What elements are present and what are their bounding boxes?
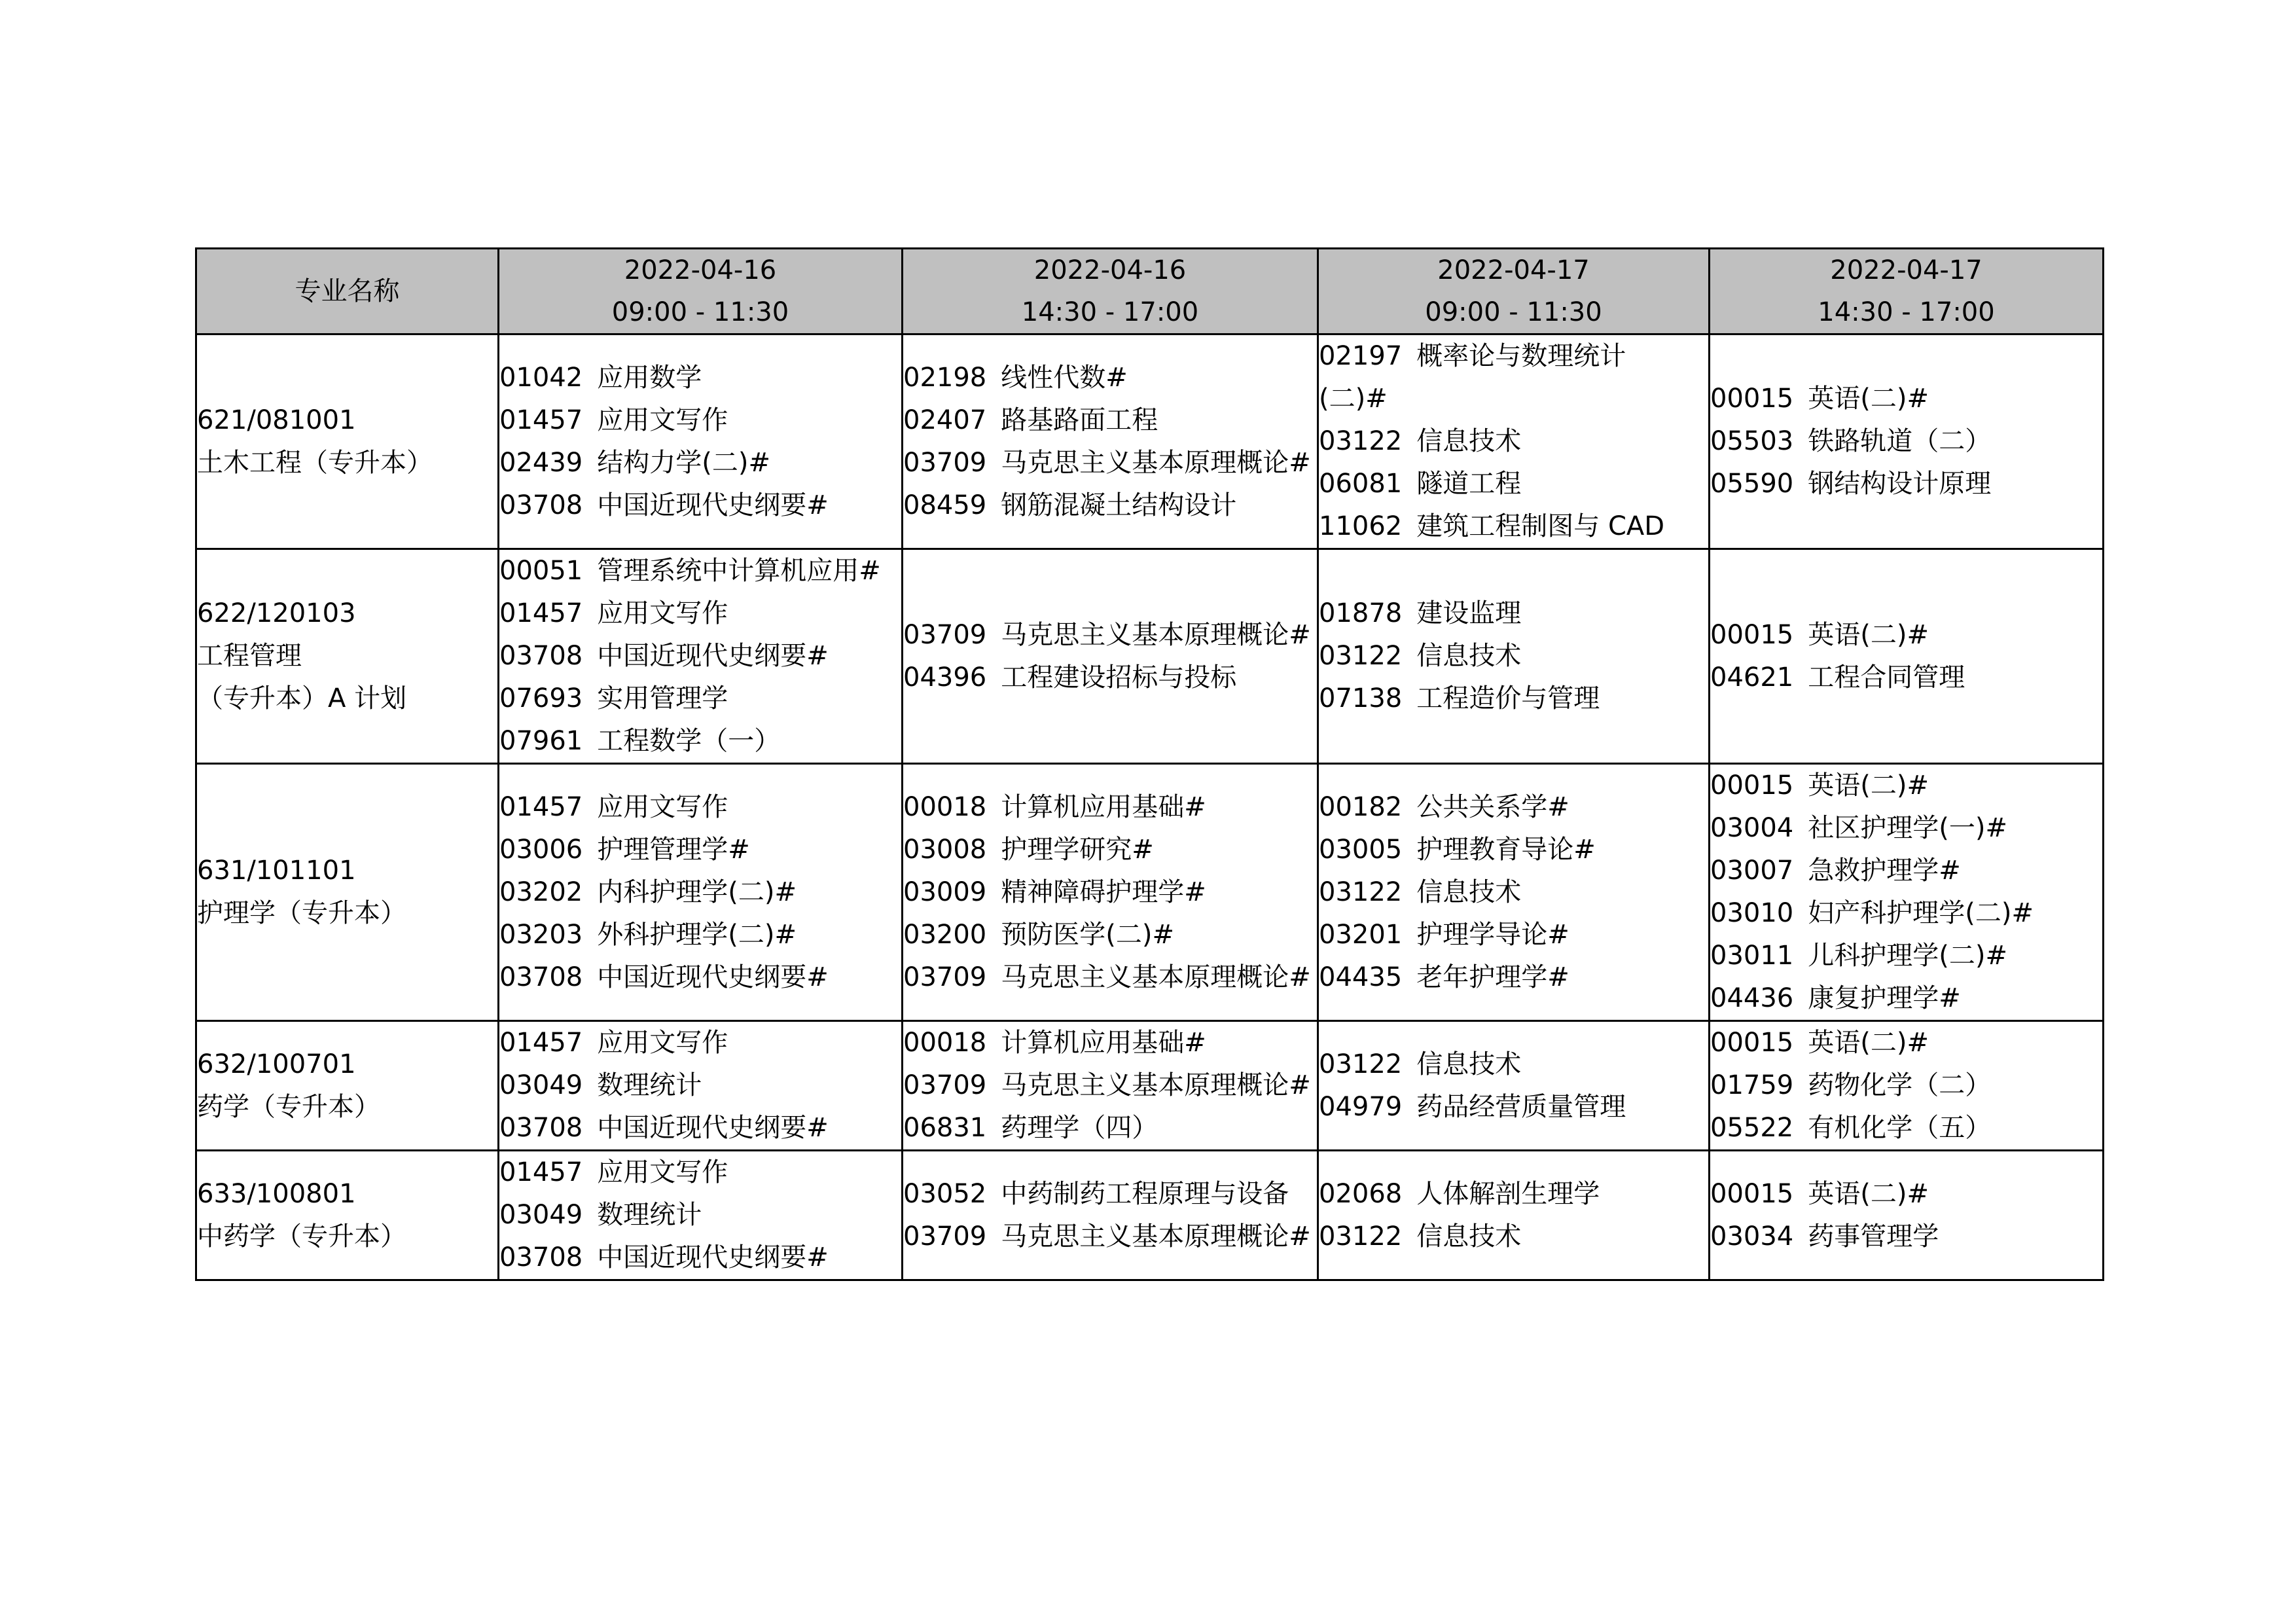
course-code: 03049 xyxy=(499,1070,583,1100)
course-name: 英语(二)# xyxy=(1808,1028,1929,1058)
course-cell xyxy=(1318,549,1710,764)
course-name: 信息技术 xyxy=(1416,1049,1522,1079)
table-row xyxy=(196,549,2104,764)
course-name: 护理学导论# xyxy=(1416,919,1570,950)
course-name: 马克思主义基本原理概论# xyxy=(1001,1070,1311,1100)
course-name: 管理系统中计算机应用# xyxy=(597,556,881,586)
course-entry xyxy=(1319,505,1708,548)
course-code: 03010 xyxy=(1710,898,1794,928)
course-name: 线性代数# xyxy=(1001,362,1128,393)
course-entry xyxy=(1710,1022,2102,1064)
major-code: 632/100701 xyxy=(197,1049,356,1079)
course-name: 建设监理 xyxy=(1416,598,1522,628)
course-code: 03011 xyxy=(1710,941,1794,971)
course-entry xyxy=(1319,1173,1708,1216)
course-entry xyxy=(1319,420,1708,463)
course-entry xyxy=(903,1173,1317,1216)
course-cell xyxy=(499,549,903,764)
course-name: 计算机应用基础# xyxy=(1001,791,1206,822)
course-entry xyxy=(903,357,1317,399)
course-entry xyxy=(499,484,901,527)
major-name: 中药学（专升本） xyxy=(197,1221,406,1252)
major-cell xyxy=(196,764,499,1021)
course-code: 02407 xyxy=(903,405,987,435)
course-code: 03202 xyxy=(499,876,583,907)
course-entry xyxy=(903,399,1317,442)
course-code: 00015 xyxy=(1710,1178,1794,1209)
course-entry xyxy=(499,1064,901,1107)
course-name: 英语(二)# xyxy=(1808,619,1929,650)
course-name: 老年护理学# xyxy=(1416,962,1570,992)
course-code: 00015 xyxy=(1710,384,1794,414)
course-code: 01042 xyxy=(499,362,583,393)
course-name: 急救护理学# xyxy=(1808,856,1961,886)
table-row xyxy=(196,1151,2104,1280)
course-entry xyxy=(1710,657,2102,699)
course-code: 00051 xyxy=(499,556,583,586)
course-entry xyxy=(1319,1086,1708,1128)
course-entry xyxy=(1319,635,1708,677)
course-entry xyxy=(1319,871,1708,914)
slot-date: 2022-04-17 xyxy=(1830,255,1982,285)
course-code: 03708 xyxy=(499,490,583,520)
course-code: 01878 xyxy=(1319,598,1403,628)
major-cell xyxy=(196,334,499,549)
course-entry xyxy=(1319,335,1708,420)
course-entry xyxy=(903,484,1317,527)
course-code: 00015 xyxy=(1710,1028,1794,1058)
course-entry xyxy=(1319,1216,1708,1258)
course-code: 05503 xyxy=(1710,426,1794,456)
course-name: 概率论与数理统计 xyxy=(1416,341,1626,371)
course-name: 公共关系学# xyxy=(1416,791,1570,822)
course-name: 应用文写作 xyxy=(597,598,728,628)
course-entry xyxy=(499,914,901,956)
course-code: 03049 xyxy=(499,1200,583,1230)
slot-time: 09:00 - 11:30 xyxy=(1425,297,1602,327)
major-name: 工程管理 xyxy=(197,641,302,671)
course-code: 03004 xyxy=(1710,813,1794,843)
course-entry xyxy=(1319,677,1708,720)
course-name: 马克思主义基本原理概论# xyxy=(1001,1221,1311,1252)
course-name: 建筑工程制图与 CAD xyxy=(1416,511,1665,541)
course-code: 03203 xyxy=(499,919,583,950)
course-code: 02068 xyxy=(1319,1178,1403,1209)
major-cell xyxy=(196,1151,499,1280)
course-name: 工程数学（一） xyxy=(597,726,781,756)
course-entry xyxy=(1710,807,2102,850)
course-name: 信息技术 xyxy=(1416,426,1522,456)
course-entry xyxy=(1319,829,1708,871)
major-cell xyxy=(196,549,499,764)
slot-time: 14:30 - 17:00 xyxy=(1818,297,1995,327)
course-name: 马克思主义基本原理概论# xyxy=(1001,447,1311,478)
course-name: 药事管理学 xyxy=(1808,1221,1939,1252)
course-code: 03708 xyxy=(499,1113,583,1143)
course-entry xyxy=(499,720,901,763)
course-name: 药品经营质量管理 xyxy=(1416,1091,1626,1122)
course-code: 03007 xyxy=(1710,856,1794,886)
course-code: 00015 xyxy=(1710,619,1794,650)
course-entry xyxy=(903,829,1317,871)
course-code: 04621 xyxy=(1710,662,1794,693)
course-entry xyxy=(1710,765,2102,807)
course-code: 00018 xyxy=(903,1028,987,1058)
course-entry xyxy=(1710,935,2102,977)
course-entry xyxy=(903,1107,1317,1149)
course-cell xyxy=(903,764,1318,1021)
course-name: 应用数学 xyxy=(597,362,702,393)
course-cell xyxy=(1710,764,2104,1021)
table-row xyxy=(196,764,2104,1021)
slot-header-1 xyxy=(499,249,903,334)
course-cell xyxy=(903,549,1318,764)
course-name: 马克思主义基本原理概论# xyxy=(1001,962,1311,992)
course-name: 中国近现代史纲要# xyxy=(597,1242,829,1272)
course-name: 马克思主义基本原理概论# xyxy=(1001,619,1311,650)
course-code: 03122 xyxy=(1319,1049,1403,1079)
course-entry xyxy=(1710,463,2102,505)
course-entry xyxy=(499,871,901,914)
course-name: 药物化学（二） xyxy=(1808,1070,1992,1100)
course-code: 02198 xyxy=(903,362,987,393)
course-entry xyxy=(1710,1064,2102,1107)
course-entry xyxy=(1319,956,1708,999)
slot-time: 14:30 - 17:00 xyxy=(1021,297,1199,327)
course-name: 精神障碍护理学# xyxy=(1001,876,1206,907)
course-entry xyxy=(499,635,901,677)
header-row xyxy=(196,249,2104,334)
course-code: 04396 xyxy=(903,662,987,693)
course-code: 03122 xyxy=(1319,426,1403,456)
course-name: 人体解剖生理学 xyxy=(1416,1178,1600,1209)
course-name: 信息技术 xyxy=(1416,876,1522,907)
course-code: 03709 xyxy=(903,619,987,650)
course-name: 应用文写作 xyxy=(597,405,728,435)
course-name: 工程建设招标与投标 xyxy=(1001,662,1237,693)
course-name: 外科护理学(二)# xyxy=(597,919,797,950)
course-name: 有机化学（五） xyxy=(1808,1113,1992,1143)
course-code: 08459 xyxy=(903,490,987,520)
course-entry xyxy=(903,956,1317,999)
course-cell xyxy=(1710,334,2104,549)
course-name: 内科护理学(二)# xyxy=(597,876,797,907)
slot-header-3 xyxy=(1318,249,1710,334)
course-code: 05590 xyxy=(1710,469,1794,499)
course-name: 结构力学(二)# xyxy=(597,447,770,478)
course-name: 英语(二)# xyxy=(1808,1178,1929,1209)
course-code: 02439 xyxy=(499,447,583,478)
course-entry xyxy=(1710,614,2102,657)
course-name: 英语(二)# xyxy=(1808,384,1929,414)
course-entry xyxy=(499,829,901,871)
course-entry xyxy=(1710,850,2102,892)
course-cell xyxy=(1710,1021,2104,1151)
course-cell xyxy=(1318,1021,1710,1151)
course-entry xyxy=(499,550,901,592)
course-entry xyxy=(1710,977,2102,1020)
course-code: 03709 xyxy=(903,962,987,992)
course-entry xyxy=(499,1107,901,1149)
course-code: 04979 xyxy=(1319,1091,1403,1122)
course-entry xyxy=(1319,1043,1708,1086)
course-code: 01457 xyxy=(499,405,583,435)
course-entry xyxy=(499,357,901,399)
course-entry xyxy=(1710,1173,2102,1216)
course-name: 信息技术 xyxy=(1416,641,1522,671)
course-code: 04435 xyxy=(1319,962,1403,992)
major-name: 药学（专升本） xyxy=(197,1091,380,1122)
course-name: 护理学研究# xyxy=(1001,834,1154,865)
major-column-header: 专业名称 xyxy=(196,249,499,334)
course-code: 02197 xyxy=(1319,341,1403,371)
course-cell xyxy=(1318,764,1710,1021)
course-code: 03052 xyxy=(903,1178,987,1209)
course-name: 铁路轨道（二） xyxy=(1808,426,1992,456)
course-name: 信息技术 xyxy=(1416,1221,1522,1252)
course-code: 03709 xyxy=(903,1221,987,1252)
course-code: 04436 xyxy=(1710,983,1794,1013)
course-name: 钢筋混凝土结构设计 xyxy=(1001,490,1237,520)
course-name: 儿科护理学(二)# xyxy=(1808,941,2007,971)
course-name: 康复护理学# xyxy=(1808,983,1961,1013)
major-code: 633/100801 xyxy=(197,1178,356,1209)
course-code: 03122 xyxy=(1319,641,1403,671)
course-cell xyxy=(903,334,1318,549)
slot-header-4 xyxy=(1710,249,2104,334)
course-name: 中国近现代史纲要# xyxy=(597,1113,829,1143)
course-cell xyxy=(499,1021,903,1151)
course-name-continued: (二)# xyxy=(1319,384,1388,414)
course-entry xyxy=(499,399,901,442)
course-entry xyxy=(499,786,901,829)
table-row xyxy=(196,334,2104,549)
course-code: 03006 xyxy=(499,834,583,865)
table-header xyxy=(196,249,2104,334)
course-name: 应用文写作 xyxy=(597,1028,728,1058)
course-name: 应用文写作 xyxy=(597,791,728,822)
course-cell xyxy=(499,764,903,1021)
course-code: 01457 xyxy=(499,791,583,822)
course-code: 03709 xyxy=(903,447,987,478)
major-code: 622/120103 xyxy=(197,598,356,628)
course-entry xyxy=(1710,420,2102,463)
course-code: 03708 xyxy=(499,962,583,992)
course-name: 钢结构设计原理 xyxy=(1808,469,1992,499)
course-cell xyxy=(1710,1151,2104,1280)
course-name: 预防医学(二)# xyxy=(1001,919,1174,950)
course-name: 工程造价与管理 xyxy=(1416,683,1600,713)
course-entry xyxy=(499,592,901,635)
major-name-line2: （专升本）A 计划 xyxy=(197,683,407,713)
course-code: 03709 xyxy=(903,1070,987,1100)
course-name: 路基路面工程 xyxy=(1001,405,1158,435)
major-code: 621/081001 xyxy=(197,405,356,435)
major-name: 护理学（专升本） xyxy=(197,898,406,928)
course-code: 03009 xyxy=(903,876,987,907)
course-name: 实用管理学 xyxy=(597,683,728,713)
course-code: 03008 xyxy=(903,834,987,865)
course-code: 06831 xyxy=(903,1113,987,1143)
major-cell xyxy=(196,1021,499,1151)
course-name: 计算机应用基础# xyxy=(1001,1028,1206,1058)
course-code: 06081 xyxy=(1319,469,1403,499)
course-code: 03200 xyxy=(903,919,987,950)
course-code: 03005 xyxy=(1319,834,1403,865)
course-name: 护理管理学# xyxy=(597,834,750,865)
slot-header-2 xyxy=(903,249,1318,334)
course-code: 07693 xyxy=(499,683,583,713)
course-code: 03122 xyxy=(1319,876,1403,907)
slot-date: 2022-04-17 xyxy=(1437,255,1590,285)
course-entry xyxy=(903,786,1317,829)
course-entry xyxy=(1710,1107,2102,1149)
course-name: 中药制药工程原理与设备 xyxy=(1001,1178,1289,1209)
course-entry xyxy=(499,442,901,484)
course-code: 01759 xyxy=(1710,1070,1794,1100)
course-name: 妇产科护理学(二)# xyxy=(1808,898,2034,928)
course-entry xyxy=(499,1236,901,1279)
course-name: 隧道工程 xyxy=(1416,469,1522,499)
course-entry xyxy=(1319,914,1708,956)
course-code: 03122 xyxy=(1319,1221,1403,1252)
course-name: 数理统计 xyxy=(597,1070,702,1100)
course-entry xyxy=(499,1022,901,1064)
course-cell xyxy=(903,1151,1318,1280)
course-name: 中国近现代史纲要# xyxy=(597,490,829,520)
slot-date: 2022-04-16 xyxy=(624,255,777,285)
course-name: 中国近现代史纲要# xyxy=(597,962,829,992)
course-name: 应用文写作 xyxy=(597,1157,728,1187)
course-entry xyxy=(903,657,1317,699)
course-entry xyxy=(903,914,1317,956)
course-entry xyxy=(903,1022,1317,1064)
course-entry xyxy=(499,1151,901,1194)
course-code: 07138 xyxy=(1319,683,1403,713)
course-name: 英语(二)# xyxy=(1808,770,1929,801)
course-cell xyxy=(499,1151,903,1280)
course-code: 05522 xyxy=(1710,1113,1794,1143)
course-code: 11062 xyxy=(1319,511,1403,541)
table-row xyxy=(196,1021,2104,1151)
course-entry xyxy=(1710,892,2102,935)
course-name: 中国近现代史纲要# xyxy=(597,641,829,671)
course-entry xyxy=(1710,1216,2102,1258)
course-code: 07961 xyxy=(499,726,583,756)
course-name: 护理教育导论# xyxy=(1416,834,1596,865)
course-entry xyxy=(903,614,1317,657)
course-entry xyxy=(1319,786,1708,829)
course-entry xyxy=(903,1216,1317,1258)
course-name: 工程合同管理 xyxy=(1808,662,1965,693)
course-entry xyxy=(1319,463,1708,505)
course-code: 00018 xyxy=(903,791,987,822)
course-code: 00015 xyxy=(1710,770,1794,801)
slot-date: 2022-04-16 xyxy=(1033,255,1187,285)
course-code: 01457 xyxy=(499,1028,583,1058)
course-entry xyxy=(499,956,901,999)
course-entry xyxy=(499,677,901,720)
course-cell xyxy=(1318,1151,1710,1280)
course-cell xyxy=(903,1021,1318,1151)
course-entry xyxy=(1710,378,2102,420)
major-name: 土木工程（专升本） xyxy=(197,447,433,478)
course-code: 03708 xyxy=(499,1242,583,1272)
course-entry xyxy=(499,1194,901,1236)
course-cell xyxy=(499,334,903,549)
course-entry xyxy=(903,442,1317,484)
course-code: 00182 xyxy=(1319,791,1403,822)
course-code: 03708 xyxy=(499,641,583,671)
course-entry xyxy=(1319,592,1708,635)
course-name: 数理统计 xyxy=(597,1200,702,1230)
course-code: 01457 xyxy=(499,1157,583,1187)
course-code: 03201 xyxy=(1319,919,1403,950)
slot-time: 09:00 - 11:30 xyxy=(611,297,789,327)
course-cell xyxy=(1710,549,2104,764)
course-name: 药理学（四） xyxy=(1001,1113,1158,1143)
course-entry xyxy=(903,1064,1317,1107)
course-cell xyxy=(1318,334,1710,549)
table-body xyxy=(196,334,2104,1280)
course-code: 03034 xyxy=(1710,1221,1794,1252)
exam-schedule-table xyxy=(195,247,2104,1281)
course-code: 01457 xyxy=(499,598,583,628)
major-code: 631/101101 xyxy=(197,856,356,886)
course-entry xyxy=(903,871,1317,914)
course-name: 社区护理学(一)# xyxy=(1808,813,2007,843)
